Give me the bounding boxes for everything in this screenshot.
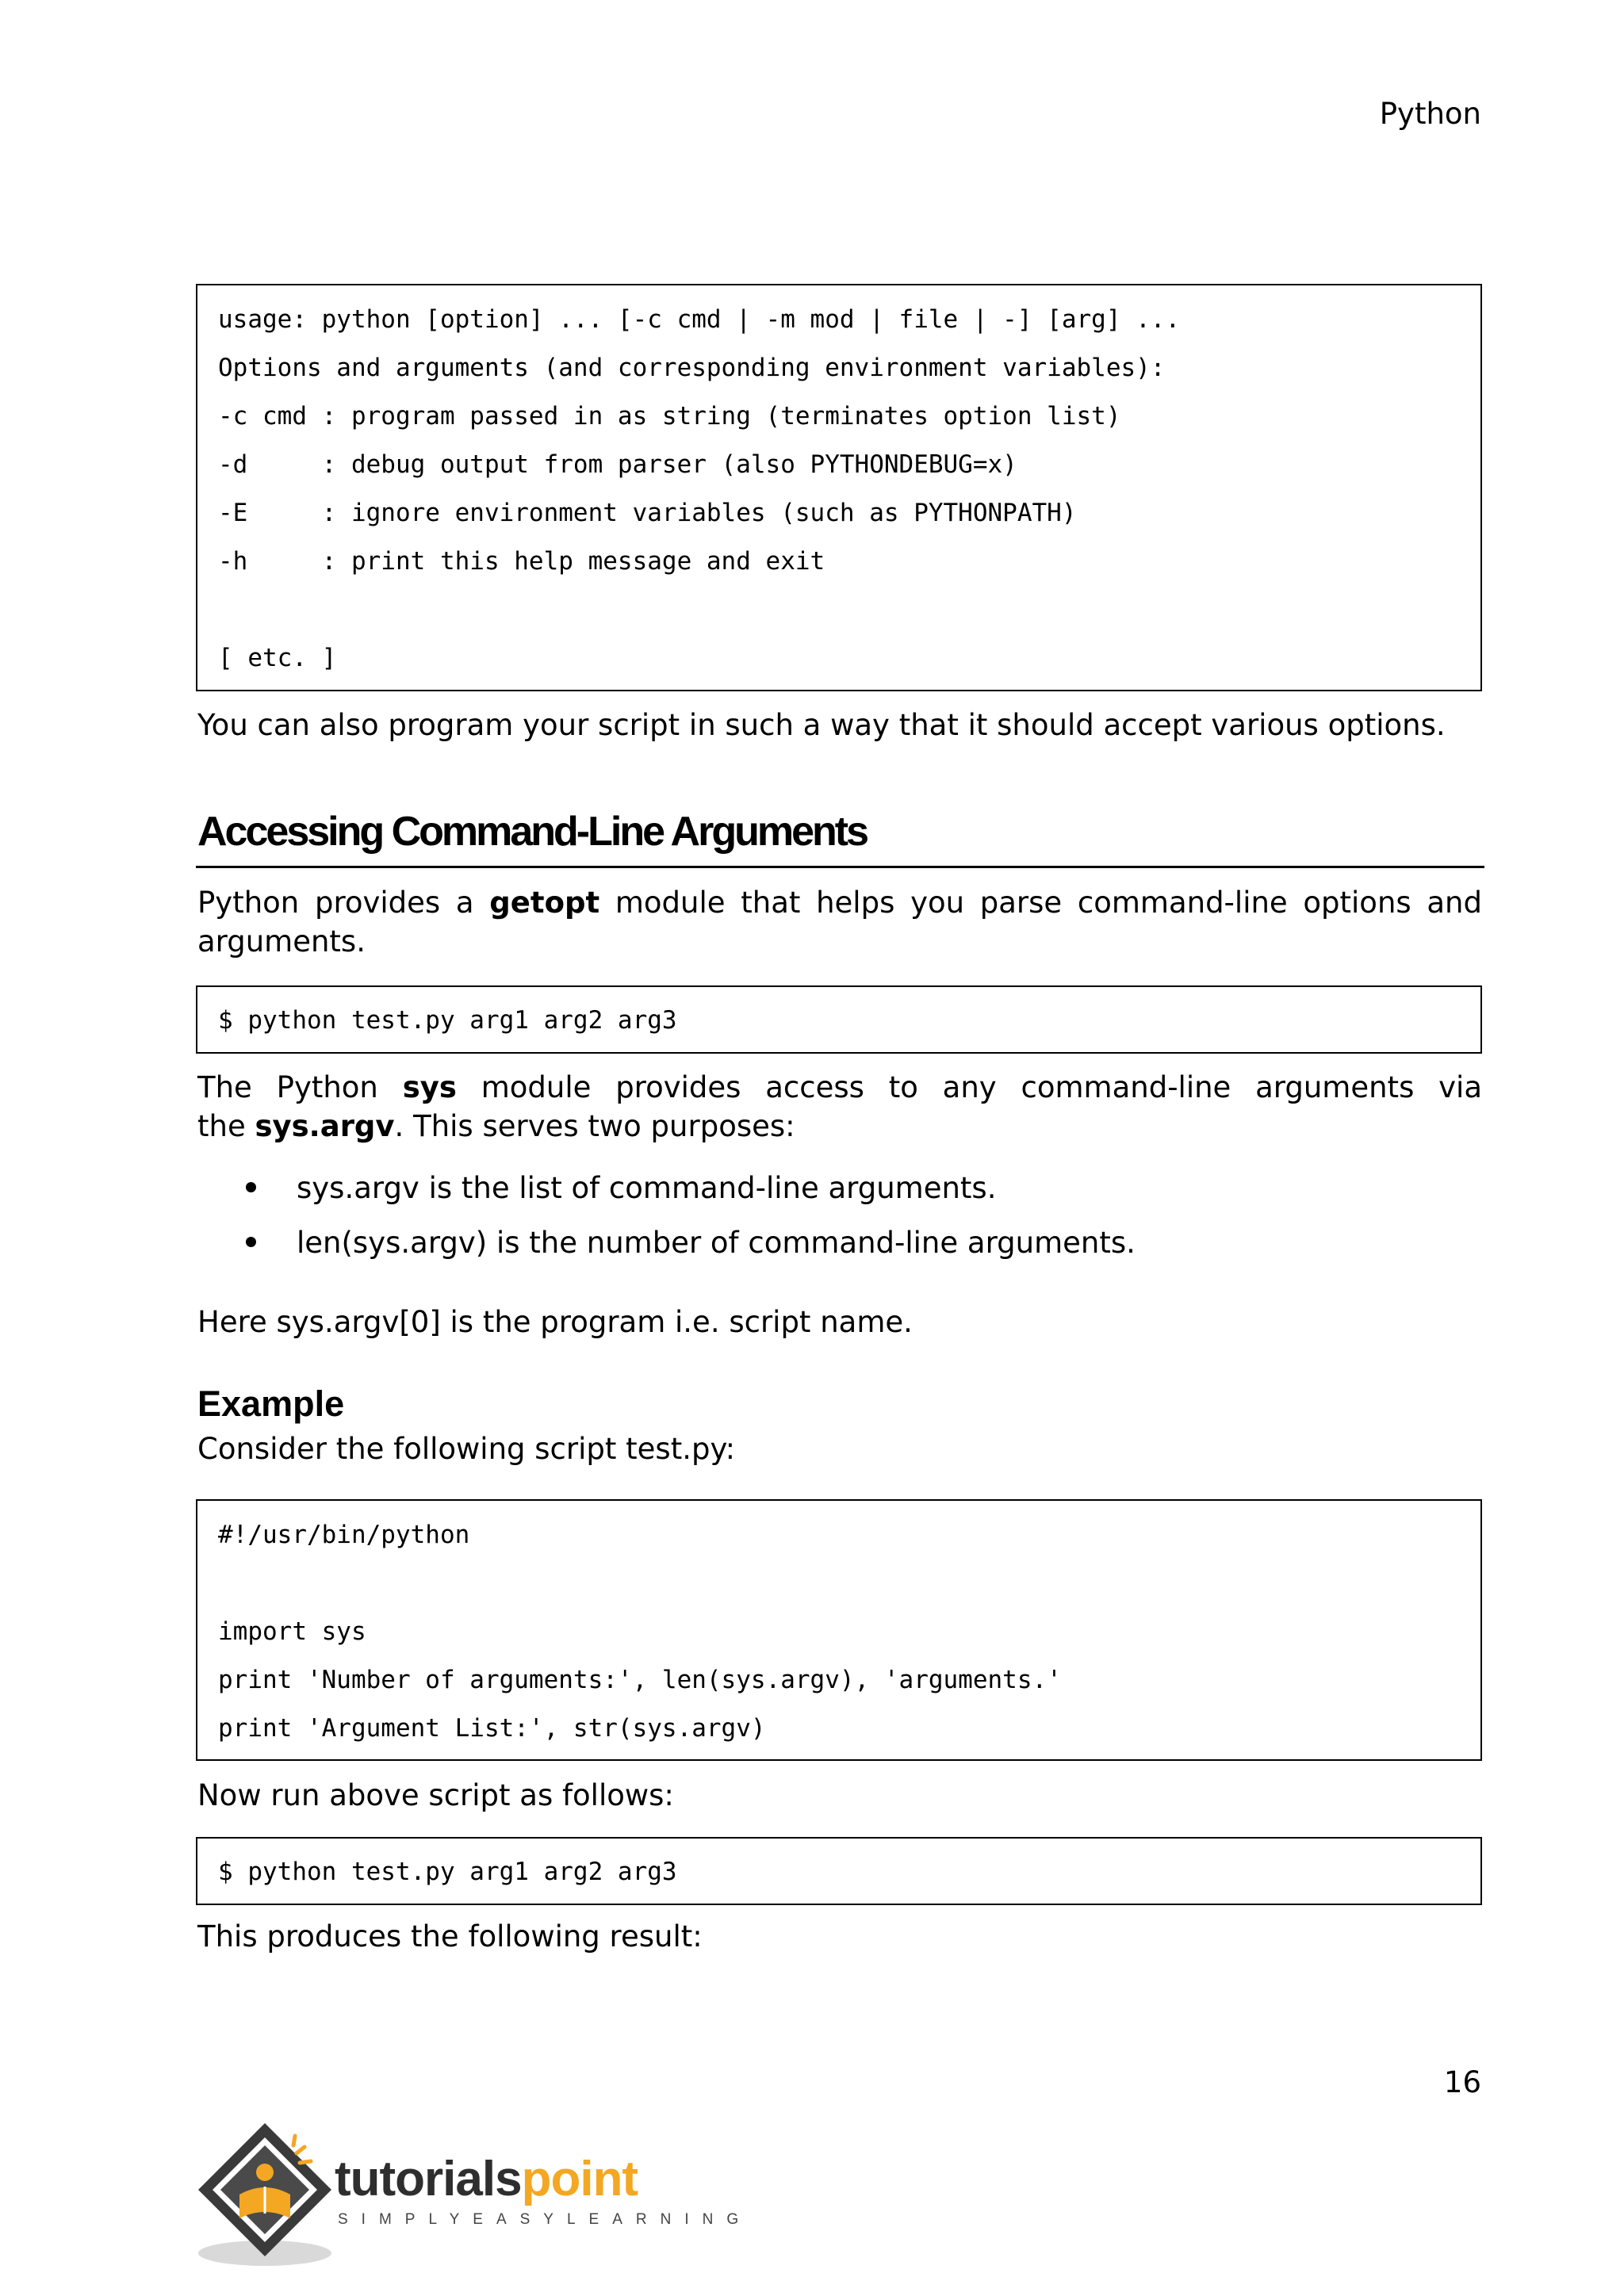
example-heading: Example xyxy=(197,1383,345,1424)
section-divider xyxy=(196,866,1484,868)
paragraph-example-intro: Consider the following script test.py: xyxy=(197,1432,736,1466)
list-item-text: len(sys.argv) is the number of command-line arguments. xyxy=(297,1226,1136,1260)
script-code-block xyxy=(196,1499,1482,1761)
command-code-block xyxy=(196,1837,1482,1905)
code-line: #!/usr/bin/python xyxy=(218,1521,470,1549)
paragraph-argv0: Here sys.argv[0] is the program i.e. script name. xyxy=(197,1305,913,1339)
paragraph-getopt-line1 xyxy=(197,883,1482,922)
code-line: import sys xyxy=(218,1617,366,1646)
text: module provides access to any command-line arguments via xyxy=(481,1070,1483,1104)
text: . This serves two purposes: xyxy=(394,1109,795,1143)
code-line: print 'Argument List:', str(sys.argv) xyxy=(218,1714,766,1743)
page-number: 16 xyxy=(1443,2065,1481,2099)
page-header-title: Python xyxy=(1379,97,1481,131)
command-code-block xyxy=(196,985,1482,1054)
text: the xyxy=(197,1109,246,1143)
getopt-keyword: getopt xyxy=(489,886,600,920)
text: module that helps you parse command-line options and xyxy=(615,886,1482,920)
logo-word-point: point xyxy=(521,2152,638,2206)
code-line: $ python test.py arg1 arg2 arg3 xyxy=(218,1858,677,1886)
logo-emblem-icon xyxy=(195,2118,335,2269)
sys-keyword: sys xyxy=(402,1070,457,1104)
logo-word-tutorials: tutorials xyxy=(335,2152,522,2206)
section-heading: Accessing Command-Line Arguments xyxy=(197,809,868,855)
text: Python provides a xyxy=(197,886,474,920)
tutorialspoint-logo xyxy=(195,2118,753,2269)
logo-wordmark xyxy=(335,2152,638,2206)
paragraph-result: This produces the following result: xyxy=(197,1919,703,1954)
code-line: -d : debug output from parser (also PYTHONDEBUG=x) xyxy=(218,450,1017,479)
paragraph-options: You can also program your script in such a way that it should accept various options. xyxy=(197,708,1446,742)
logo-tagline: SIMPLYEASYLEARNING xyxy=(338,2211,753,2228)
code-line: Options and arguments (and corresponding environment variables): xyxy=(218,354,1166,382)
list-item-text: sys.argv is the list of command-line arguments. xyxy=(297,1171,997,1205)
bullet-icon xyxy=(246,1237,256,1247)
paragraph-sys-line1 xyxy=(197,1068,1482,1107)
bullet-icon xyxy=(246,1182,256,1192)
paragraph-getopt-line2: arguments. xyxy=(197,924,366,959)
code-line: print 'Number of arguments:', len(sys.argv), 'arguments.' xyxy=(218,1666,1062,1694)
code-line: -h : print this help message and exit xyxy=(218,547,825,576)
sys-argv-keyword: sys.argv xyxy=(255,1109,395,1143)
usage-code-block xyxy=(196,284,1482,691)
code-line: -c cmd : program passed in as string (terminates option list) xyxy=(218,402,1121,430)
code-line: usage: python [option] ... [-c cmd | -m mod | file | -] [arg] ... xyxy=(218,305,1181,334)
text: The Python xyxy=(197,1070,378,1104)
code-line: [ etc. ] xyxy=(218,644,337,672)
code-line: -E : ignore environment variables (such as PYTHONPATH) xyxy=(218,499,1077,527)
code-line: $ python test.py arg1 arg2 arg3 xyxy=(218,1006,677,1035)
paragraph-run: Now run above script as follows: xyxy=(197,1778,674,1812)
paragraph-sys-line2 xyxy=(197,1107,1482,1146)
